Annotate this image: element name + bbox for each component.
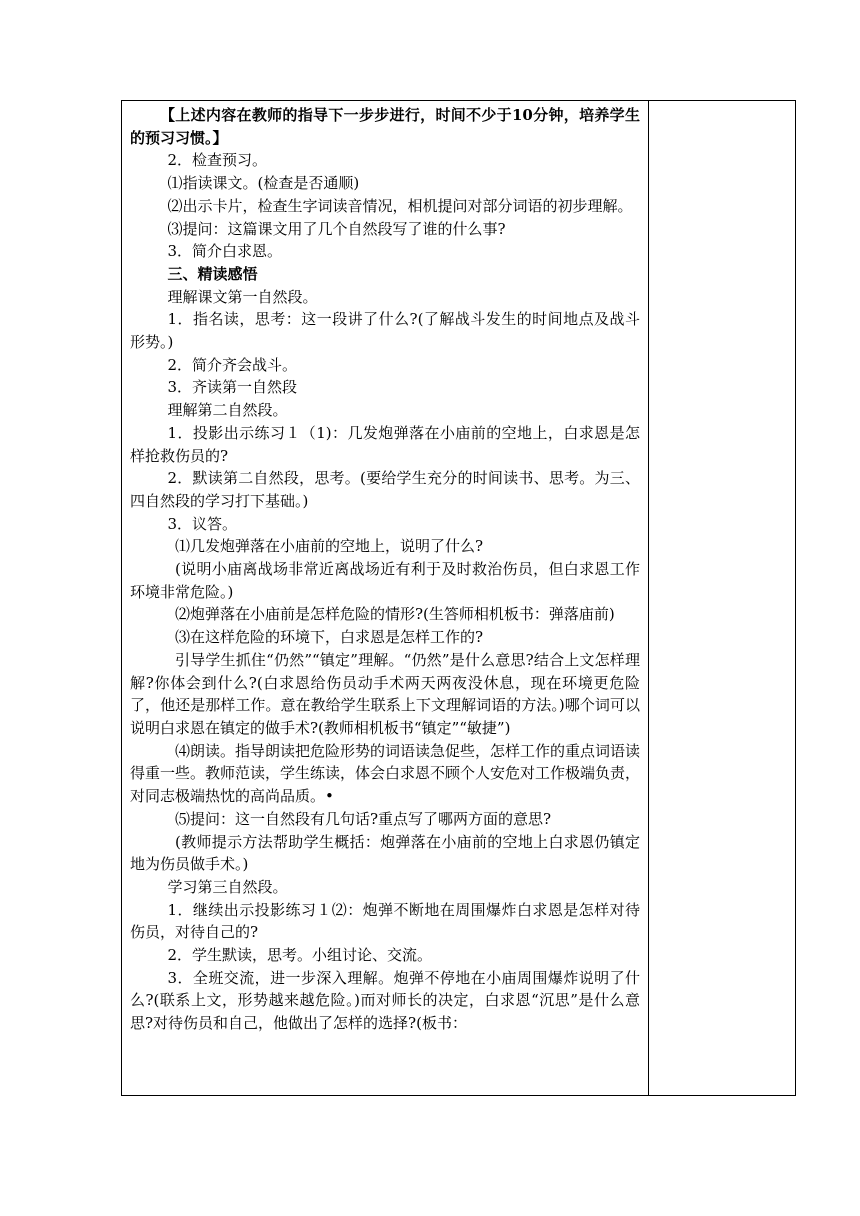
paragraph-study-3: 学习第三自然段。 <box>167 877 288 896</box>
paragraph-read-text: ⑴指读课文。(检查是否通顺) <box>167 174 360 193</box>
paragraph-note: 【上述内容在教师的指导下一步步进行，时间不少于10分钟，培养学生的预习习惯。】 <box>130 106 640 147</box>
paragraph-question: ⑶提问：这篇课文用了几个自然段写了谁的什么事? <box>167 219 506 238</box>
paragraph-item: 2．简介齐会战斗。 <box>167 355 298 374</box>
paragraph-check-preview: 2．检查预习。 <box>167 151 268 170</box>
paragraph-subitem: ⑴几发炮弹落在小庙前的空地上，说明了什么? <box>175 537 484 556</box>
paragraph-item: 1．继续出示投影练习１⑵：炮弹不断地在周围爆炸白求恩是怎样对待伤员，对待自己的? <box>130 900 640 942</box>
notes-cell <box>649 100 795 1094</box>
paragraph-item: 3．齐读第一自然段 <box>167 378 298 397</box>
paragraph-introduce: 3．简介白求恩。 <box>167 242 283 261</box>
paragraph-show-cards: ⑵出示卡片，检查生字词读音情况，相机提问对部分词语的初步理解。 <box>167 196 633 215</box>
paragraph-item: 3．全班交流，进一步深入理解。炮弹不停地在小庙周围爆炸说明了什么?(联系上文，形势越来越危险。)而对师长的决定，白求恩“沉思”是什么意思?对待伤员和自己，他做出了怎样的选择?(板书： <box>130 968 640 1033</box>
paragraph-item: 1．投影出示练习１（1)：几发炮弹落在小庙前的空地上，白求恩是怎样抢救伤员的? <box>130 423 640 465</box>
paragraph-subitem: 引导学生抓住“仍然”“镇定”理解。“仍然”是什么意思?结合上文怎样理解?你体会到什么?(白求恩给伤员动手术两天两夜没休息，现在环境更危险了，他还是那样工作。意在教给学生联系上下文理解词语的方法。)哪个词可以说明白求恩在镇定的做手术?(教师相机板书“镇定”“敏捷”) <box>130 650 640 737</box>
paragraph-item: 1．指名读，思考：这一段讲了什么?(了解战斗发生的时间地点及战斗形势。) <box>130 310 640 352</box>
paragraph-item: 3．议答。 <box>167 514 238 533</box>
paragraph-subitem: (说明小庙离战场非常近离战场近有利于及时救治伤员，但白求恩工作环境非常危险。) <box>130 560 640 601</box>
paragraph-subitem: ⑸提问：这一自然段有几句话?重点写了哪两方面的意思? <box>175 809 552 828</box>
paragraph-subitem: ⑷朗读。指导朗读把危险形势的词语读急促些，怎样工作的重点词语读得重一些。教师范读，学生练读，体会白求恩不顾个人安危对工作极端负责，对同志极端热忱的高尚品质。• <box>130 741 641 806</box>
paragraph-subitem: (教师提示方法帮助学生概括：炮弹落在小庙前的空地上白求恩仍镇定地为伤员做手术。) <box>130 832 640 874</box>
lesson-content <box>130 104 640 1035</box>
paragraph-item: 2．默读第二自然段，思考。(要给学生充分的时间读书、思考。为三、四自然段的学习打下基础。) <box>130 469 640 510</box>
paragraph-subitem: ⑵炮弹落在小庙前是怎样危险的情形?(生答师相机板书：弹落庙前) <box>175 605 615 624</box>
paragraph-item: 2．学生默读，思考。小组讨论、交流。 <box>167 946 433 965</box>
paragraph-understand-1: 理解课文第一自然段。 <box>167 287 318 306</box>
paragraph-subitem: ⑶在这样危险的环境下，白求恩是怎样工作的? <box>175 628 484 647</box>
paragraph-understand-2: 理解第二自然段。 <box>167 401 288 420</box>
section-heading: 三、精读感悟 <box>167 264 258 283</box>
